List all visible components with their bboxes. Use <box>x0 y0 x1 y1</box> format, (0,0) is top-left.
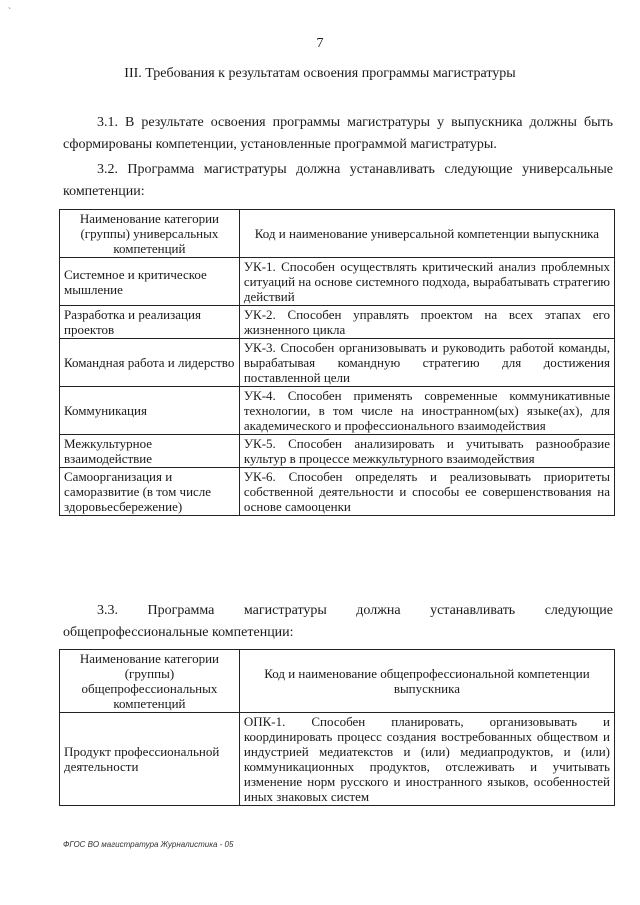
table-row <box>60 713 615 806</box>
header-competence: Код и наименование общепрофессиональной компетенции выпускника <box>239 650 614 713</box>
section-heading: III. Требования к результатам освоения программы магистратуры <box>124 66 516 81</box>
category-cell: Продукт профессиональной деятельности <box>60 713 240 806</box>
table-row <box>60 306 615 339</box>
document-footer: ФГОС ВО магистратура Журналистика - 05 <box>63 840 234 849</box>
table-row <box>60 387 615 435</box>
header-category: Наименование категории (группы) универсальных компетенций <box>60 210 240 258</box>
header-category: Наименование категории (группы) общепрофессиональных компетенций <box>60 650 240 713</box>
corner-mark: ` <box>8 6 11 16</box>
table-row <box>60 339 615 387</box>
competence-cell: УК-6. Способен определять и реализовывать приоритеты собственной деятельности и способы ее совершенствования на основе самооценки <box>239 468 614 516</box>
table-row <box>60 258 615 306</box>
general-professional-competences-table <box>59 649 615 806</box>
universal-competences-table <box>59 209 615 516</box>
competence-cell: УК-2. Способен управлять проектом на всех этапах его жизненного цикла <box>239 306 614 339</box>
competence-cell: УК-4. Способен применять современные коммуникативные технологии, в том числе на иностранном(ых) языке(ах), для академического и профессионального взаимодействия <box>239 387 614 435</box>
table-row <box>60 435 615 468</box>
category-cell: Межкультурное взаимодействие <box>60 435 240 468</box>
table-header-row <box>60 650 615 713</box>
competence-cell: УК-1. Способен осуществлять критический анализ проблемных ситуаций на основе системного подхода, вырабатывать стратегию действий <box>239 258 614 306</box>
paragraph-3-3: 3.3. Программа магистратуры должна устанавливать следующие общепрофессиональные компетенции: <box>63 603 613 640</box>
category-cell: Системное и критическое мышление <box>60 258 240 306</box>
header-competence: Код и наименование универсальной компетенции выпускника <box>239 210 614 258</box>
category-cell: Коммуникация <box>60 387 240 435</box>
competence-cell: УК-5. Способен анализировать и учитывать разнообразие культур в процессе межкультурного взаимодействия <box>239 435 614 468</box>
competence-cell: ОПК-1. Способен планировать, организовывать и координировать процесс создания востребованных обществом и индустрией медиатекстов и (или) медиапродуктов, и (или) коммуникационных продуктов, отслеживать и учитывать изменение норм русского и иностранного языков, особенностей иных знаковых систем <box>239 713 614 806</box>
page-number: 7 <box>316 36 324 51</box>
table-header-row <box>60 210 615 258</box>
paragraph-3-2: 3.2. Программа магистратуры должна устанавливать следующие универсальные компетенции: <box>63 162 613 199</box>
table-row <box>60 468 615 516</box>
category-cell: Командная работа и лидерство <box>60 339 240 387</box>
paragraph-3-1: 3.1. В результате освоения программы магистратуры у выпускника должны быть сформированы компетенции, установленные программой магистратуры. <box>63 115 613 152</box>
competence-cell: УК-3. Способен организовывать и руководить работой команды, вырабатывая командную стратегию для достижения поставленной цели <box>239 339 614 387</box>
category-cell: Самоорганизация и саморазвитие (в том числе здоровьесбережение) <box>60 468 240 516</box>
category-cell: Разработка и реализация проектов <box>60 306 240 339</box>
